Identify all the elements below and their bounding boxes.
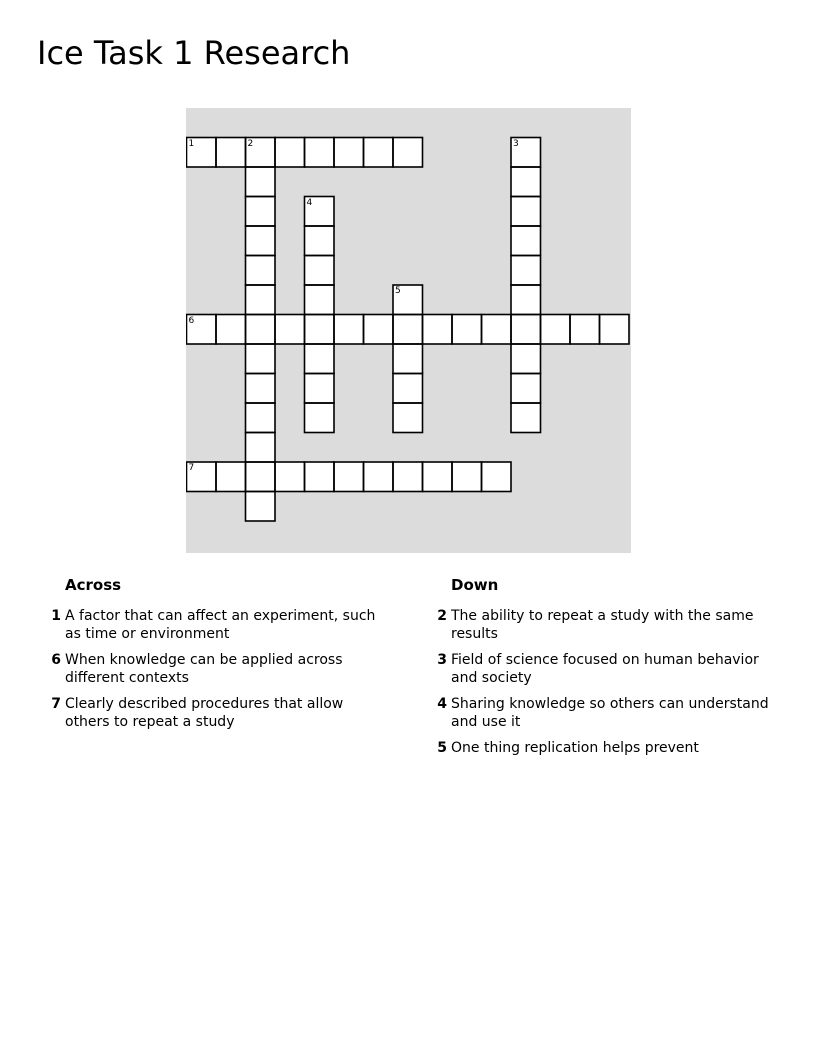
clue-text: When knowledge can be applied across different contexts xyxy=(65,652,343,686)
across-heading: Across xyxy=(65,576,122,594)
across-clues xyxy=(51,576,390,739)
clue-text: A factor that can affect an experiment, such as time or environment xyxy=(65,608,376,642)
cell-border xyxy=(334,315,364,345)
cell-border xyxy=(246,315,276,345)
clue-number: 1 xyxy=(51,608,61,624)
clue-number-3: 3 xyxy=(513,138,519,149)
clue-text: One thing replication helps prevent xyxy=(451,740,699,756)
cell-border xyxy=(511,285,541,315)
cell-border xyxy=(246,285,276,315)
clue-number: 4 xyxy=(437,696,447,712)
crossword-grid xyxy=(186,108,631,553)
cell-border xyxy=(305,138,335,168)
across-clue-7 xyxy=(51,695,390,731)
down-clue-5 xyxy=(437,739,781,757)
cell-border xyxy=(482,462,512,492)
cell-border xyxy=(305,374,335,404)
cell-border xyxy=(275,315,305,345)
cell-border xyxy=(511,167,541,197)
clue-number: 7 xyxy=(51,696,61,712)
cell-border xyxy=(246,226,276,256)
cell-border xyxy=(570,315,600,345)
cell-border xyxy=(246,462,276,492)
cell-border xyxy=(541,315,571,345)
cell-border xyxy=(452,315,482,345)
cell-border xyxy=(511,374,541,404)
clue-number-4: 4 xyxy=(306,197,313,208)
cell-border xyxy=(334,138,364,168)
cell-border xyxy=(393,462,423,492)
cell-border xyxy=(393,403,423,433)
clue-text: Clearly described procedures that allow others to repeat a study xyxy=(65,696,344,730)
cell-border xyxy=(246,492,276,522)
clue-text: Field of science focused on human behavior and society xyxy=(451,652,759,686)
cell-border xyxy=(305,256,335,286)
cell-border xyxy=(246,374,276,404)
across-clue-6 xyxy=(51,651,390,687)
page-title: Ice Task 1 Research xyxy=(37,34,351,72)
cell-border xyxy=(393,344,423,374)
cell-border xyxy=(246,403,276,433)
cell-border xyxy=(216,462,246,492)
clue-number-2: 2 xyxy=(247,138,254,149)
across-clue-list xyxy=(51,607,390,731)
down-clue-2 xyxy=(437,607,781,643)
down-clues xyxy=(437,576,781,765)
down-clue-4 xyxy=(437,695,781,731)
cell-border xyxy=(216,315,246,345)
down-clue-list xyxy=(437,607,781,757)
cell-border xyxy=(305,344,335,374)
cell-border xyxy=(393,138,423,168)
cell-border xyxy=(246,256,276,286)
clue-number-1: 1 xyxy=(188,138,195,149)
down-clue-3 xyxy=(437,651,781,687)
cell-border xyxy=(600,315,630,345)
across-clue-1 xyxy=(51,607,390,643)
cell-border xyxy=(305,403,335,433)
cell-border xyxy=(364,138,394,168)
cell-border xyxy=(393,315,423,345)
cell-border xyxy=(511,226,541,256)
cell-border xyxy=(305,315,335,345)
cell-border xyxy=(305,226,335,256)
cell-border xyxy=(452,462,482,492)
cell-border xyxy=(423,315,453,345)
clue-number: 5 xyxy=(437,740,447,756)
clue-number-5: 5 xyxy=(395,286,401,296)
cell-border xyxy=(216,138,246,168)
clue-text: Sharing knowledge so others can understand and use it xyxy=(451,696,769,730)
cell-border xyxy=(393,374,423,404)
cell-border xyxy=(275,462,305,492)
cell-border xyxy=(511,315,541,345)
clue-number: 3 xyxy=(437,652,447,668)
clue-text: The ability to repeat a study with the same results xyxy=(451,608,754,642)
cell-border xyxy=(246,167,276,197)
cell-border xyxy=(364,315,394,345)
cell-border xyxy=(511,256,541,286)
cell-border xyxy=(246,197,276,227)
clue-number-6: 6 xyxy=(188,315,195,326)
cell-border xyxy=(305,462,335,492)
clue-number-7: 7 xyxy=(188,463,195,473)
cell-border xyxy=(482,315,512,345)
clue-number: 6 xyxy=(51,652,61,668)
crossword-grid-lines xyxy=(186,108,631,553)
cell-border xyxy=(275,138,305,168)
clue-number: 2 xyxy=(437,608,447,624)
cell-border xyxy=(364,462,394,492)
cell-border xyxy=(334,462,364,492)
cell-border xyxy=(511,403,541,433)
cell-border xyxy=(511,344,541,374)
cell-border xyxy=(246,433,276,463)
cell-border xyxy=(423,462,453,492)
cell-border xyxy=(511,197,541,227)
cell-border xyxy=(305,285,335,315)
down-heading: Down xyxy=(451,576,499,594)
cell-border xyxy=(246,344,276,374)
